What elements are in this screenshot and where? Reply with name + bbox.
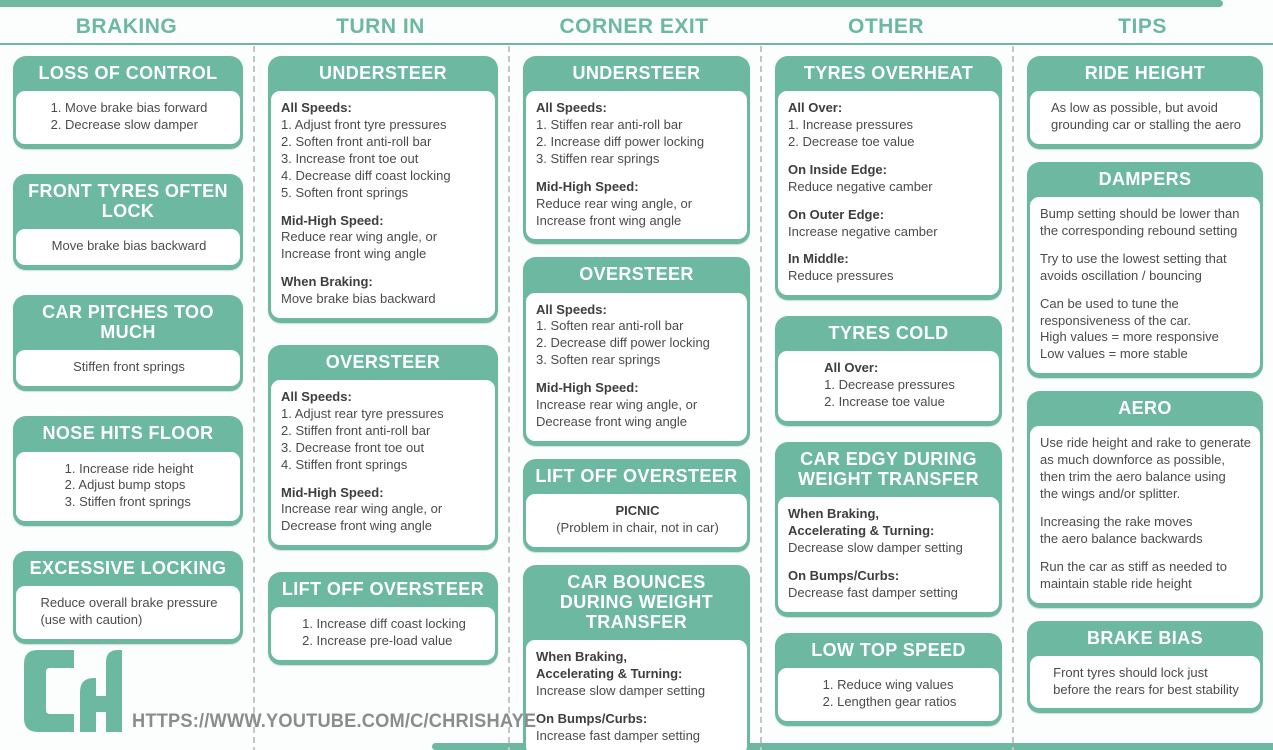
card-body — [1030, 656, 1260, 709]
body-line: 4. Stiffen front springs — [281, 456, 408, 472]
top-accent-strip — [0, 0, 1223, 7]
body-line: responsiveness of the car. — [1040, 312, 1192, 328]
card-inner — [823, 677, 957, 711]
body-line: Move brake bias backward — [281, 291, 436, 307]
body-line: as much downforce as possible, — [1040, 452, 1225, 468]
card-title: OVERSTEER — [325, 351, 441, 372]
section — [788, 207, 991, 241]
body-line: before the rears for best stability — [1053, 681, 1239, 697]
section — [281, 274, 487, 308]
card-body — [1030, 197, 1260, 373]
section-heading: In Middle: — [788, 251, 849, 267]
youtube-url: HTTPS://WWW.YOUTUBE.COM/C/CHRISHAYE — [132, 711, 537, 732]
card-title: NOSE HITS FLOOR — [42, 423, 214, 444]
card — [523, 257, 750, 445]
section-heading: When Braking: — [281, 274, 373, 290]
section — [26, 359, 232, 376]
section — [281, 389, 487, 473]
column-other — [760, 46, 1012, 750]
section — [788, 568, 991, 602]
card-body — [16, 586, 240, 639]
body-line: 2. Decrease diff power locking — [536, 335, 710, 351]
body-line: the corresponding rebound setting — [1040, 222, 1238, 238]
body-line: 3. Increase front toe out — [281, 150, 419, 166]
section-heading: PICNIC — [615, 502, 660, 518]
section — [536, 179, 739, 230]
card — [775, 633, 1002, 726]
section-heading: All Over: — [824, 360, 879, 376]
card-body — [1030, 91, 1260, 144]
section-heading: Accelerating & Turning: — [788, 523, 935, 539]
card-title: TYRES COLD — [828, 323, 949, 344]
column-title-turn-in: TURN IN — [336, 15, 425, 38]
body-line: Increase rear wing angle, or — [536, 397, 698, 412]
body-line: Decrease front wing angle — [281, 518, 433, 534]
body-line: 1. Increase pressures — [788, 117, 914, 133]
column-title-tips: TIPS — [1118, 15, 1167, 38]
body-line: Increase front wing angle — [281, 246, 427, 262]
card-body — [526, 293, 747, 441]
card-inner — [536, 302, 739, 431]
body-line: 1. Adjust rear tyre pressures — [281, 406, 444, 421]
column-headers — [0, 9, 1273, 45]
card-body — [778, 351, 999, 421]
body-line: 3. Decrease front toe out — [281, 439, 425, 455]
body-line: 1. Increase ride height — [64, 460, 194, 476]
body-line: 3. Stiffen rear springs — [536, 150, 660, 166]
section — [824, 360, 955, 411]
section — [823, 677, 957, 711]
card-title: LIFT OFF OVERSTEER — [535, 465, 738, 486]
card-inner — [26, 359, 232, 376]
card — [523, 56, 750, 244]
card-title: UNDERSTEER — [318, 63, 447, 83]
section-heading: All Speeds: — [281, 389, 352, 405]
section-heading: When Braking, — [788, 506, 880, 522]
body-line: 1. Decrease pressures — [824, 377, 955, 393]
footer — [16, 645, 537, 745]
body-line: maintain stable ride height — [1040, 575, 1192, 591]
section — [536, 649, 739, 700]
body-line: avoids oscillation / bouncing — [1040, 267, 1202, 283]
body-line: Low values = more stable — [1040, 346, 1188, 362]
body-line: 2. Adjust bump stops — [64, 477, 186, 493]
card-title: UNDERSTEER — [572, 63, 701, 83]
body-line: Try to use the lowest setting that — [1040, 250, 1227, 266]
section — [281, 213, 487, 264]
section — [536, 380, 739, 431]
body-line: Decrease slow damper setting — [788, 540, 963, 556]
section — [536, 100, 739, 168]
section-heading: All Over: — [788, 100, 843, 116]
body-line: 4. Decrease diff coast locking — [281, 167, 451, 183]
body-line: 2. Increase diff power locking — [536, 133, 705, 149]
column-tips — [1012, 46, 1273, 750]
section-heading: All Speeds: — [281, 100, 352, 116]
body-line: the aero balance backwards — [1040, 530, 1203, 546]
card-inner — [824, 360, 955, 411]
body-line: 2. Increase toe value — [824, 394, 945, 410]
card-title: OVERSTEER — [579, 264, 694, 285]
body-line: 1. Soften rear anti-roll bar — [536, 318, 684, 334]
body-line: Stiffen front springs — [73, 359, 185, 375]
card-body — [778, 668, 999, 721]
card-inner — [788, 100, 991, 285]
section — [65, 461, 194, 512]
section — [788, 162, 991, 196]
column-title-other: OTHER — [848, 15, 924, 38]
body-line: Increase slow damper setting — [536, 682, 706, 698]
section-heading: All Speeds: — [536, 301, 607, 317]
section — [1053, 665, 1239, 699]
card-title: CAR BOUNCES DURING WEIGHT TRANSFER — [559, 571, 714, 633]
section — [788, 251, 991, 285]
card — [13, 295, 243, 391]
section — [1040, 251, 1252, 285]
body-line: 3. Stiffen front springs — [64, 494, 191, 510]
body-line: 2. Lengthen gear ratios — [822, 693, 957, 709]
section-heading: Accelerating & Turning: — [536, 666, 683, 682]
body-line: Run the car as stiff as needed to — [1040, 558, 1227, 574]
section — [536, 503, 739, 537]
card-title: TYRES OVERHEAT — [803, 63, 974, 83]
body-line: Move brake bias backward — [51, 238, 207, 254]
card — [1027, 56, 1263, 149]
card — [1027, 621, 1263, 714]
card-body — [16, 452, 240, 522]
card-body — [526, 640, 747, 750]
body-line: Increasing the rake moves — [1040, 513, 1193, 529]
section-heading: Mid-High Speed: — [536, 380, 639, 396]
section — [536, 711, 739, 745]
card-title: LOSS OF CONTROL — [38, 63, 218, 83]
body-line: Increase fast damper setting — [536, 727, 701, 743]
section — [40, 595, 217, 629]
body-line: Increase rear wing angle, or — [281, 501, 443, 517]
body-line: 1. Increase diff coast locking — [302, 616, 466, 632]
card-body — [16, 91, 240, 144]
card-title: CAR PITCHES TOO MUCH — [42, 302, 214, 343]
body-line: Reduce overall brake pressure — [40, 595, 218, 611]
card-inner — [788, 506, 991, 601]
body-line: 5. Soften front springs — [281, 184, 409, 200]
card-inner — [536, 100, 739, 229]
body-line: 2. Soften front anti-roll bar — [281, 133, 432, 149]
body-line: then trim the aero balance using — [1040, 469, 1226, 485]
card-body — [526, 91, 747, 239]
card-body — [778, 91, 999, 295]
section — [1051, 100, 1241, 134]
card-inner — [1040, 435, 1252, 592]
card — [13, 551, 243, 644]
card-title: BRAKE BIAS — [1086, 627, 1203, 648]
body-line: 2. Decrease slow damper — [50, 117, 198, 133]
card — [13, 416, 243, 526]
body-line: Increase front wing angle — [536, 212, 682, 228]
column-title-corner-exit: CORNER EXIT — [559, 15, 709, 38]
section — [1040, 559, 1252, 593]
body-line: As low as possible, but avoid — [1050, 100, 1218, 116]
section — [1040, 435, 1252, 503]
body-line: 2. Stiffen front anti-roll bar — [281, 422, 431, 438]
section-heading: Mid-High Speed: — [281, 484, 384, 500]
section-heading: On Bumps/Curbs: — [536, 710, 648, 726]
body-line: High values = more responsive — [1040, 329, 1219, 345]
column-title-braking: BRAKING — [75, 15, 178, 38]
section — [788, 100, 991, 151]
card — [523, 565, 750, 750]
body-line: Reduce rear wing angle, or — [281, 229, 438, 245]
card-inner — [40, 595, 217, 629]
section — [1040, 206, 1252, 240]
section — [536, 302, 739, 370]
section — [51, 100, 208, 134]
card-inner — [51, 100, 208, 134]
section-heading: On Inside Edge: — [788, 161, 887, 177]
section — [281, 485, 487, 536]
card-body — [526, 494, 747, 547]
card — [775, 56, 1002, 300]
card-inner — [281, 100, 487, 308]
section — [26, 238, 232, 255]
card-body — [1030, 426, 1260, 602]
body-line: Decrease fast damper setting — [788, 584, 958, 600]
body-line: grounding car or stalling the aero — [1050, 117, 1242, 133]
card — [13, 56, 243, 149]
column-corner-exit — [508, 46, 760, 750]
card-title: CAR EDGY DURING WEIGHT TRANSFER — [798, 449, 979, 490]
body-line: Increase negative camber — [788, 223, 938, 239]
body-line: 2. Decrease toe value — [788, 133, 915, 149]
section — [281, 100, 487, 201]
card — [268, 345, 498, 550]
chris-haye-logo-icon — [18, 647, 124, 735]
card-inner — [536, 649, 739, 744]
card-title: FRONT TYRES OFTEN LOCK — [28, 180, 228, 222]
card-body — [778, 497, 999, 611]
section-heading: On Bumps/Curbs: — [788, 567, 900, 583]
section-heading: When Braking, — [536, 649, 628, 665]
body-line: Can be used to tune the — [1040, 295, 1179, 311]
body-line: Bump setting should be lower than — [1040, 206, 1240, 222]
body-line: Front tyres should lock just — [1053, 664, 1208, 680]
card-body — [16, 229, 240, 265]
body-line: (Problem in chair, not in car) — [556, 519, 719, 535]
card-inner — [1051, 100, 1241, 134]
card-body — [271, 91, 495, 318]
body-line: 1. Stiffen rear anti-roll bar — [536, 117, 683, 133]
section-heading: All Speeds: — [536, 100, 607, 116]
card — [268, 56, 498, 323]
card-title: DAMPERS — [1098, 168, 1192, 189]
section-heading: Mid-High Speed: — [536, 178, 639, 194]
card-inner — [1053, 665, 1239, 699]
section-heading: On Outer Edge: — [788, 206, 885, 222]
body-line: 1. Reduce wing values — [822, 676, 954, 692]
body-line: Reduce rear wing angle, or — [536, 195, 693, 211]
body-line: 1. Move brake bias forward — [50, 100, 208, 116]
card — [775, 316, 1002, 426]
card-inner — [536, 503, 739, 537]
card — [1027, 391, 1263, 607]
card-body — [271, 380, 495, 545]
card — [13, 174, 243, 270]
body-line: (use with caution) — [40, 612, 143, 628]
section — [1040, 296, 1252, 364]
card-inner — [26, 238, 232, 255]
body-line: Reduce negative camber — [788, 178, 933, 194]
card — [1027, 162, 1263, 378]
card-inner — [65, 461, 194, 512]
body-line: 3. Soften rear springs — [536, 352, 661, 368]
card — [523, 459, 750, 552]
body-line: Use ride height and rake to generate — [1040, 435, 1252, 451]
body-line: Reduce pressures — [788, 268, 894, 284]
card-title: AERO — [1118, 398, 1172, 419]
section — [788, 506, 991, 557]
body-line: 2. Increase pre-load value — [302, 633, 453, 649]
card-title: RIDE HEIGHT — [1084, 63, 1206, 83]
body-line: Decrease front wing angle — [536, 413, 688, 429]
body-line: the wings and/or splitter. — [1040, 486, 1181, 502]
card — [775, 442, 1002, 617]
card-title: LIFT OFF OVERSTEER — [281, 579, 485, 600]
card-inner — [281, 389, 487, 535]
section — [1040, 514, 1252, 548]
card-title: LOW TOP SPEED — [811, 639, 966, 660]
card-body — [16, 350, 240, 386]
card-inner — [1040, 206, 1252, 363]
card-title: EXCESSIVE LOCKING — [29, 558, 227, 579]
section-heading: Mid-High Speed: — [281, 212, 384, 228]
body-line: 1. Adjust front tyre pressures — [281, 117, 447, 133]
